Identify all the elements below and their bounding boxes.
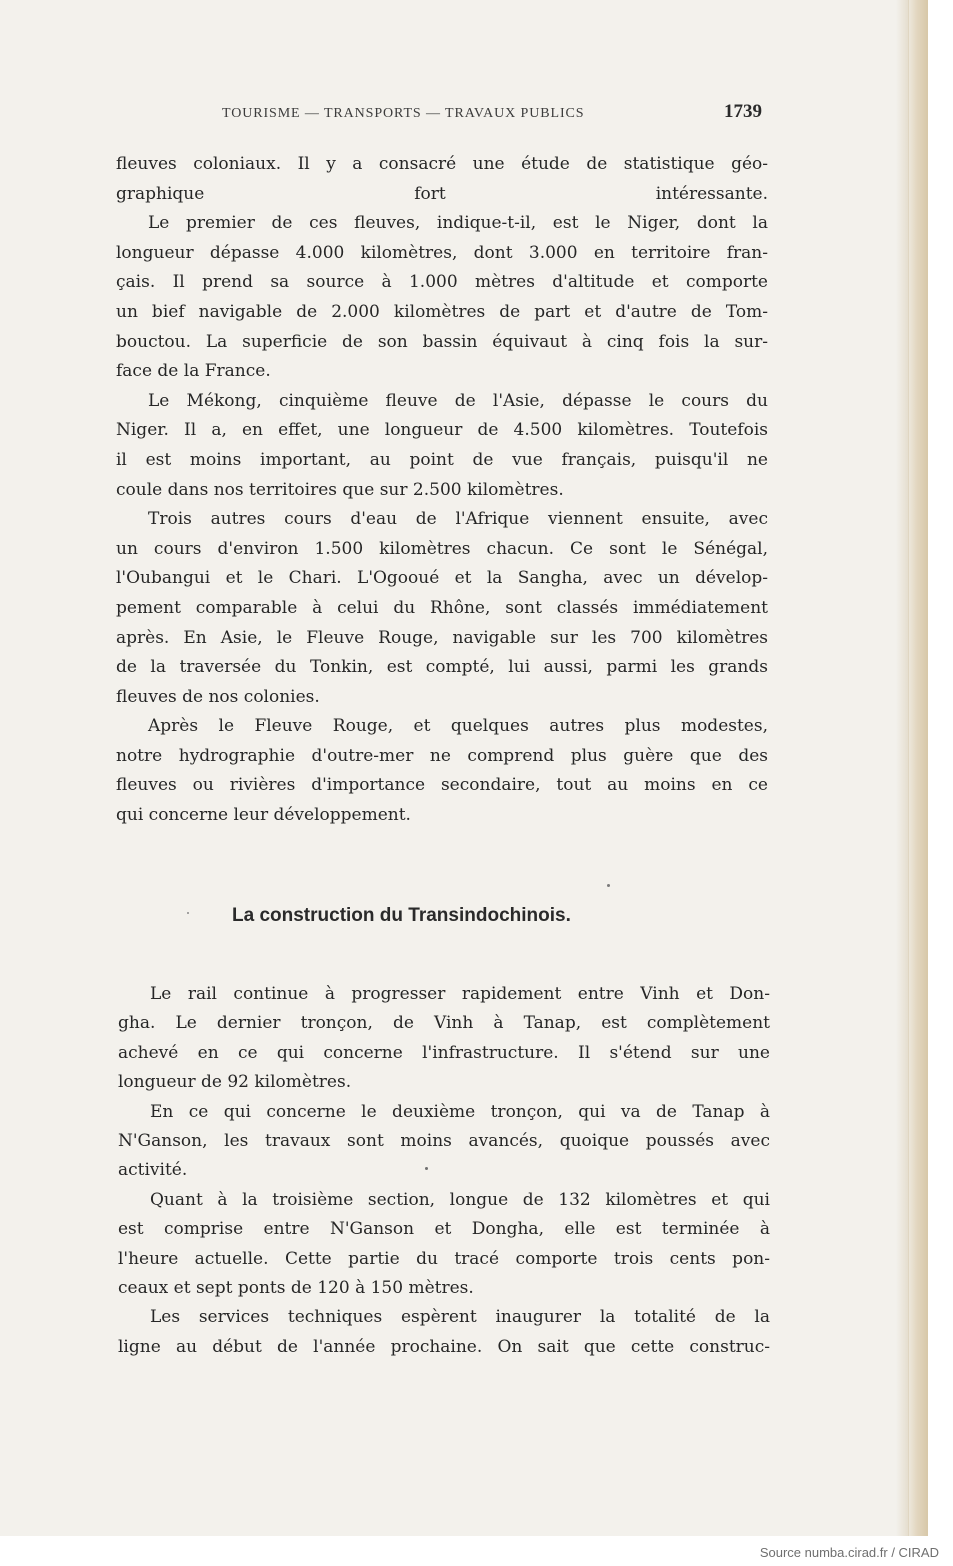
paragraph [116, 505, 768, 712]
paragraph [116, 387, 768, 505]
text-line: çais. Il prend sa source à 1.000 mètres d'altitude et comporte [116, 272, 768, 293]
text-line: Le premier de ces fleuves, indique-t-il, est le Niger, dont la [148, 213, 768, 234]
text-line: activité. [118, 1160, 188, 1181]
text-line: il est moins important, au point de vue français, puisqu'il ne [116, 449, 768, 470]
text-line: gha. Le dernier tronçon, de Vinh à Tanap, est complètement [118, 1013, 770, 1034]
text-line: Le Mékong, cinquième fleuve de l'Asie, dépasse le cours du [148, 390, 768, 411]
text-line: un bief navigable de 2.000 kilomètres de part et d'autre de Tom- [116, 301, 768, 322]
text-line: Le rail continue à progresser rapidement entre Vinh et Don- [150, 984, 770, 1004]
text-line: Quant à la troisième section, longue de 132 kilomètres et qui [150, 1189, 770, 1210]
paragraph [118, 1303, 770, 1362]
text-line: l'heure actuelle. Cette partie du tracé comporte trois cents pon- [118, 1248, 770, 1269]
paragraph [118, 1186, 770, 1304]
paragraph [116, 209, 768, 387]
section-heading: La construction du Transindochinois. [232, 905, 571, 926]
paragraph [116, 712, 768, 830]
text-line: Trois autres cours d'eau de l'Afrique viennent ensuite, avec [148, 509, 768, 530]
paragraph [116, 150, 768, 209]
text-line: achevé en ce qui concerne l'infrastructure. Il s'étend sur une [118, 1042, 770, 1063]
page-number: 1739 [724, 101, 762, 122]
text-line: coule dans nos territoires que sur 2.500 kilomètres. [116, 479, 564, 500]
text-line: N'Ganson, les travaux sont moins avancés, quoique poussés avec [118, 1131, 770, 1152]
page-edge-shadow [896, 0, 908, 1536]
section-transindochinois-text [118, 980, 770, 1362]
text-line: fleuves ou rivières d'importance secondaire, tout au moins en ce [116, 775, 768, 796]
paragraph [118, 980, 770, 1098]
text-line: fleuves coloniaux. Il y a consacré une étude de statistique géo- [116, 154, 768, 174]
text-line: ceaux et sept ponts de 120 à 150 mètres. [118, 1278, 474, 1299]
source-footer [0, 1536, 953, 1566]
text-line: graphique fort intéressante. [116, 183, 768, 204]
text-line: qui concerne leur développement. [116, 805, 411, 826]
text-line: notre hydrographie d'outre-mer ne comprend plus guère que des [116, 745, 768, 766]
text-line: Après le Fleuve Rouge, et quelques autres plus modestes, [148, 716, 768, 737]
text-line: bouctou. La superficie de son bassin équivaut à cinq fois la sur- [116, 331, 768, 352]
text-line: longueur de 92 kilomètres. [118, 1072, 352, 1093]
text-line: fleuves de nos colonies. [116, 686, 320, 707]
running-head: TOURISME — TRANSPORTS — TRAVAUX PUBLICS [222, 106, 585, 121]
text-line: ligne au début de l'année prochaine. On sait que cette construc- [118, 1336, 770, 1357]
ink-speck [187, 912, 189, 914]
ink-speck [607, 884, 610, 887]
paragraph [118, 1098, 770, 1186]
text-line: En ce qui concerne le deuxième tronçon, qui va de Tanap à [150, 1101, 770, 1122]
text-line: longueur dépasse 4.000 kilomètres, dont 3.000 en territoire fran- [116, 242, 768, 263]
text-line: Niger. Il a, en effet, une longueur de 4.500 kilomètres. Toutefois [116, 420, 768, 441]
text-line: Les services techniques espèrent inaugurer la totalité de la [150, 1307, 770, 1328]
text-line: est comprise entre N'Ganson et Dongha, elle est terminée à [118, 1219, 770, 1240]
source-credit: Source numba.cirad.fr / CIRAD [759, 1545, 939, 1560]
text-line: de la traversée du Tonkin, est compté, lui aussi, parmi les grands [116, 657, 768, 678]
text-line: l'Oubangui et le Chari. L'Ogooué et la Sangha, avec un dévelop- [116, 568, 768, 589]
text-line: face de la France. [116, 361, 271, 382]
section-fleuves-text [116, 150, 768, 831]
text-line: après. En Asie, le Fleuve Rouge, navigable sur les 700 kilomètres [116, 627, 768, 648]
text-line: un cours d'environ 1.500 kilomètres chacun. Ce sont le Sénégal, [116, 538, 768, 559]
text-line: pement comparable à celui du Rhône, sont classés immédiatement [116, 597, 768, 618]
page-edge [908, 0, 928, 1536]
ink-speck [425, 1167, 428, 1170]
